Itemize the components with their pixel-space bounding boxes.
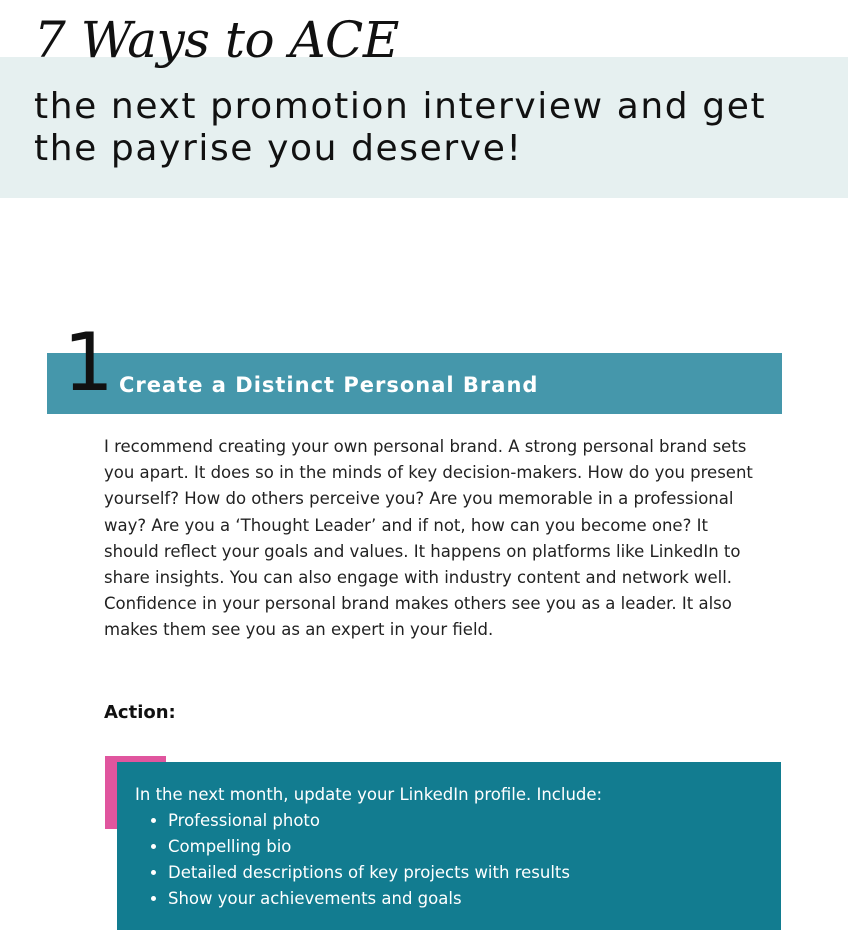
page-title: 7 Ways to ACE	[34, 11, 399, 69]
list-item: • Compelling bio	[168, 834, 763, 860]
action-intro: In the next month, update your LinkedIn profile. Include:	[135, 785, 603, 804]
action-label: Action:	[104, 702, 176, 723]
action-box	[117, 762, 781, 930]
list-item: • Detailed descriptions of key projects with results	[168, 860, 763, 886]
section-body-text: I recommend creating your own personal brand. A strong personal brand sets you apart. It does so in the minds of key decision-makers. How do you present yourself? How do others perceive you? Are you memorable in a professional way? Are you a ‘Thought Leader’ and if not, how can you become one? It should reflect your goals and values. It happens on platforms like LinkedIn to share insights. You can also engage with industry content and network well. Confidence in your personal brand makes others see you as a leader. It also makes them see you as an expert in your field.	[104, 437, 753, 640]
section-title: Create a Distinct Personal Brand	[119, 373, 539, 397]
page-subtitle: the next promotion interview and get the payrise you deserve!	[34, 86, 767, 169]
list-item: • Show your achievements and goals	[168, 886, 763, 912]
section-number: 1	[63, 316, 114, 409]
list-item: • Professional photo	[168, 808, 763, 834]
action-list	[135, 808, 763, 912]
